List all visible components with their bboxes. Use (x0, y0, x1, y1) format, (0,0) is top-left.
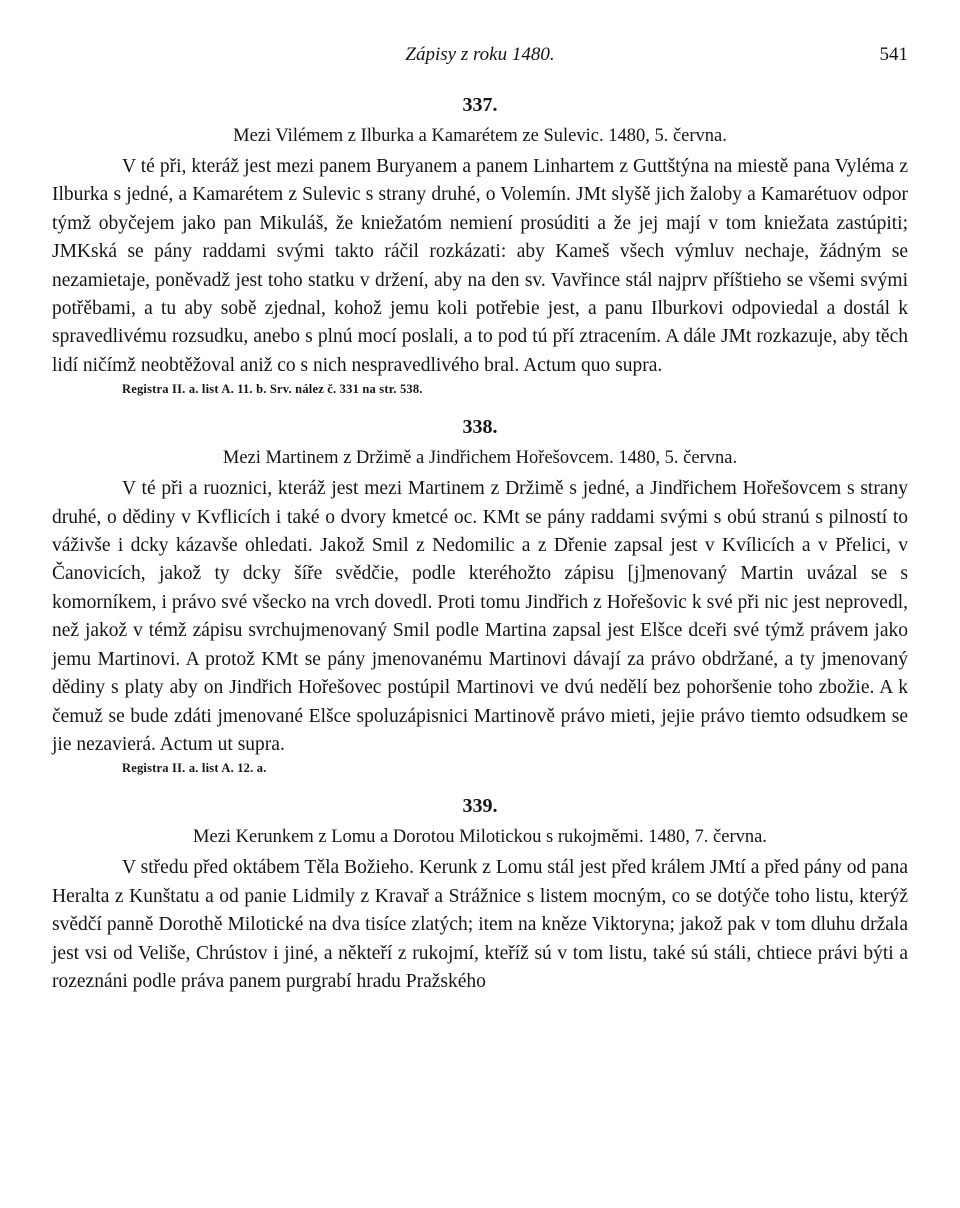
page-number: 541 (879, 44, 908, 65)
entry-number: 338. (462, 416, 498, 439)
running-title: Zápisy z roku 1480. (405, 44, 555, 65)
entry-body: V té při, kteráž jest mezi panem Buryanem a panem Linhartem z Guttštýna na miestě pana Vyléma z Ilburka s jedné, a Kamarétem z Sulevic s strany druhé, o Volemín. JMt slyšě jich žaloby a Kamarétuov odpor týmž obyčejem jako pan Mikuláš, že kniežatóm nemiení prosúditi a že jej mají v tom kniežata zastúpiti; JMKská se pány raddami svými takto ráčil rozkázati: aby Kameš všech výmluv nechaje, žádným se nezamietaje, poněvadž jest toho statku v držení, aby na den sv. Vavřince stál najprv příštieho se všemi svými potřěbami, a tu aby sobě zjednal, kohož jemu koli potřebie jest, a panu Ilburkovi odpoviedal a dostál k spravedlivému rozsudku, anebo s plnú mocí poslali, a to pod tú pří ztracením. A dále JMt rozkazuje, aby těch lidí ničímž neobtěžoval aniž co s nich nespravedlivého bral. Actum quo supra. (52, 156, 908, 376)
entry-heading: Mezi Kerunkem z Lomu a Dorotou Milotickou s rukojměmi. 1480, 7. června. (193, 827, 767, 848)
entry-number: 337. (462, 94, 498, 116)
entry-body: V té při a ruoznici, kteráž jest mezi Martinem z Držimě s jedné, a Jindřichem Hořešovcem s strany druhé, o dědiny v Kvflicích i také o dvory kmetcé oc. KMt se pány raddami svými s obú stranú s pilností to váživše i dcky kázavše ohledati. Jakož Smil z Nedomilic a z Dřenie zapsal jest v Kvílicích a v Přelici, v Čanovicích, jakož ty dcky šíře svědčie, podle kteréhožto zápisu [j]menovaný Martin uvázal se s komorníkem, i právo své všecko na vrch dovedl. Proti tomu Jindřich z Hořešovic k své při nic jest neprovedl, než jakož v témž zápisu svrchujmenovaný Smil podle Martina zapsal jest Elšce dceři své týmž právem jako jemu Martinovi. A protož KMt se pány jmenovanému Martinovi dávají za právo obdržané, a ty jmenovaný dědiny s platy aby on Jindřich Hořešovec postúpil Martinovi ve dvú nedělí bez pohoršenie toho zbožie. A k čemuž se bude zdáti jmenované Elšce spoluzápisnici Martinově právo mieti, jejie právo tiemto odsudkem se jie nezavierá. Actum ut supra. (52, 478, 908, 755)
entry-number: 339. (462, 795, 498, 818)
entry-source-note: Registra II. a. list A. 12. a. (122, 761, 267, 776)
entry-339 (52, 793, 908, 996)
entry-source-note: Registra II. a. list A. 11. b. Srv. nález č. 331 na str. 538. (122, 382, 423, 397)
entry-heading: Mezi Vilémem z Ilburka a Kamarétem ze Sulevic. 1480, 5. června. (233, 126, 727, 146)
entry-body: V středu před oktábem Těla Božieho. Kerunk z Lomu stál jest před králem JMtí a před pány od pana Heralta z Kunštatu a od panie Lidmily z Kravař a Strážnice s listem mocným, co se dotýče toho listu, kterýž svědčí panně Dorothě Milotické na dva tisíce zlatých; item na kněze Viktoryna; jakož pak v tom dluhu držala jest vsi od Veliše, Chrústov i jiné, a někteří z rukojmí, kteříž sú v tom listu, také sú stáli, chtiece právi býti a rozeznáni podle práva panem purgrabí hradu Pražského (52, 857, 908, 992)
running-header (52, 44, 908, 76)
entry-338 (52, 414, 908, 777)
document-page (52, 44, 908, 996)
entry-heading: Mezi Martinem z Držimě a Jindřichem Hořešovcem. 1480, 5. června. (222, 448, 738, 469)
entry-337 (52, 92, 908, 398)
